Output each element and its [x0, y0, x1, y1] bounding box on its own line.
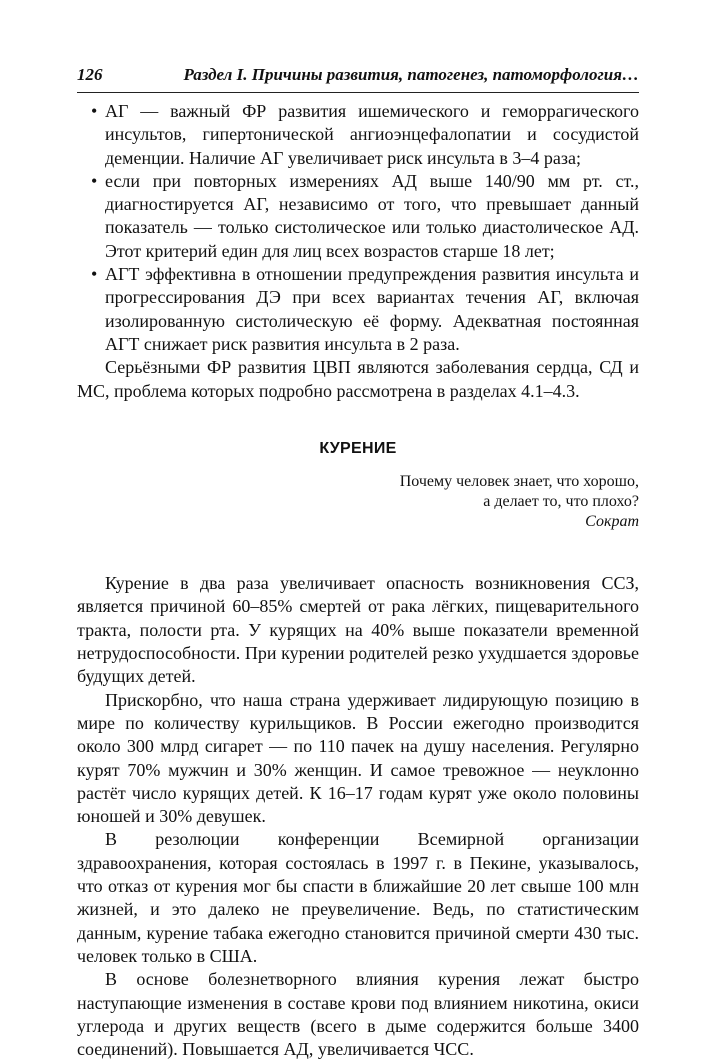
epigraph-line: а делает то, что плохо? [483, 493, 639, 511]
risk-factor-list [77, 100, 639, 356]
bullet-icon: • [91, 264, 98, 285]
list-item-text: если при повторных измерениях АД выше 140/90 мм рт. ст., диагностируется АГ, независимо от того, что превышает данный показатель — только систолическое или только диастолическое АД. Этот критерий един для лиц всех возрастов старше 18 лет; [105, 170, 639, 261]
paragraph: В резолюции конференции Всемирной организации здравоохранения, которая состоялась в 1997 г. в Пекине, указывалось, что отказ от курения мог бы спасти в ближайшие 20 лет свыше 100 млн жизней, и это далеко не преувеличение. Ведь, по статистическим данным, курение табака ежегодно становится причиной смерти 430 тыс. человек только в США. [77, 829, 639, 966]
paragraph-after-list: Серьёзными ФР развития ЦВП являются заболевания сердца, СД и МС, проблема которых подробно рассмотрена в разделах 4.1–4.3. [77, 357, 639, 401]
header-rule [77, 92, 639, 93]
running-head [77, 64, 639, 90]
epigraph [77, 472, 639, 532]
list-item [77, 263, 639, 356]
epigraph-line: Почему человек знает, что хорошо, [399, 473, 639, 491]
section-title: Раздел I. Причины развития, патогенез, патоморфология… [183, 65, 639, 84]
paragraph: Курение в два раза увеличивает опасность возникновения ССЗ, является причиной 60–85% смертей от рака лёгких, пищеварительного тракта, полости рта. У курящих на 40% выше показатели временной нетрудоспособности. При курении родителей резко ухудшается здоровье будущих детей. [77, 573, 639, 687]
paragraph: В основе болезнетворного влияния курения лежат быстро наступающие изменения в составе крови под влиянием никотина, окиси углерода и других веществ (всего в дыме содержится больше 3400 соединений). Повышается АД, увеличивается ЧСС. [77, 969, 639, 1060]
list-item [77, 100, 639, 170]
section-heading: КУРЕНИЕ [319, 439, 397, 457]
page-number: 126 [77, 65, 103, 84]
page-body [77, 100, 639, 1061]
list-item-text: АГТ эффективна в отношении предупреждения развития инсульта и прогрессирования ДЭ при всех вариантах течения АГ, включая изолированную систолическую её форму. Адекватная постоянная АГТ снижает риск развития инсульта в 2 раза. [105, 264, 639, 354]
bullet-icon: • [91, 101, 98, 121]
list-item [77, 170, 639, 263]
bullet-icon: • [91, 170, 98, 191]
list-item-text: АГ — важный ФР развития ишемического и геморрагического инсультов, гипертонической ангиоэнцефалопатии и сосудистой деменции. Наличие АГ увеличивает риск инсульта в 3–4 раза; [105, 101, 639, 168]
epigraph-author: Сократ [585, 513, 639, 531]
paragraph: Прискорбно, что наша страна удерживает лидирующую позицию в мире по количеству курильщиков. В России ежегодно производится около 300 млрд сигарет — по 110 пачек на душу населения. Регулярно курят 70% мужчин и 30% женщин. И самое тревожное — неуклонно растёт число курящих детей. К 16–17 годам курят уже около половины юношей и 30% девушек. [77, 689, 639, 827]
